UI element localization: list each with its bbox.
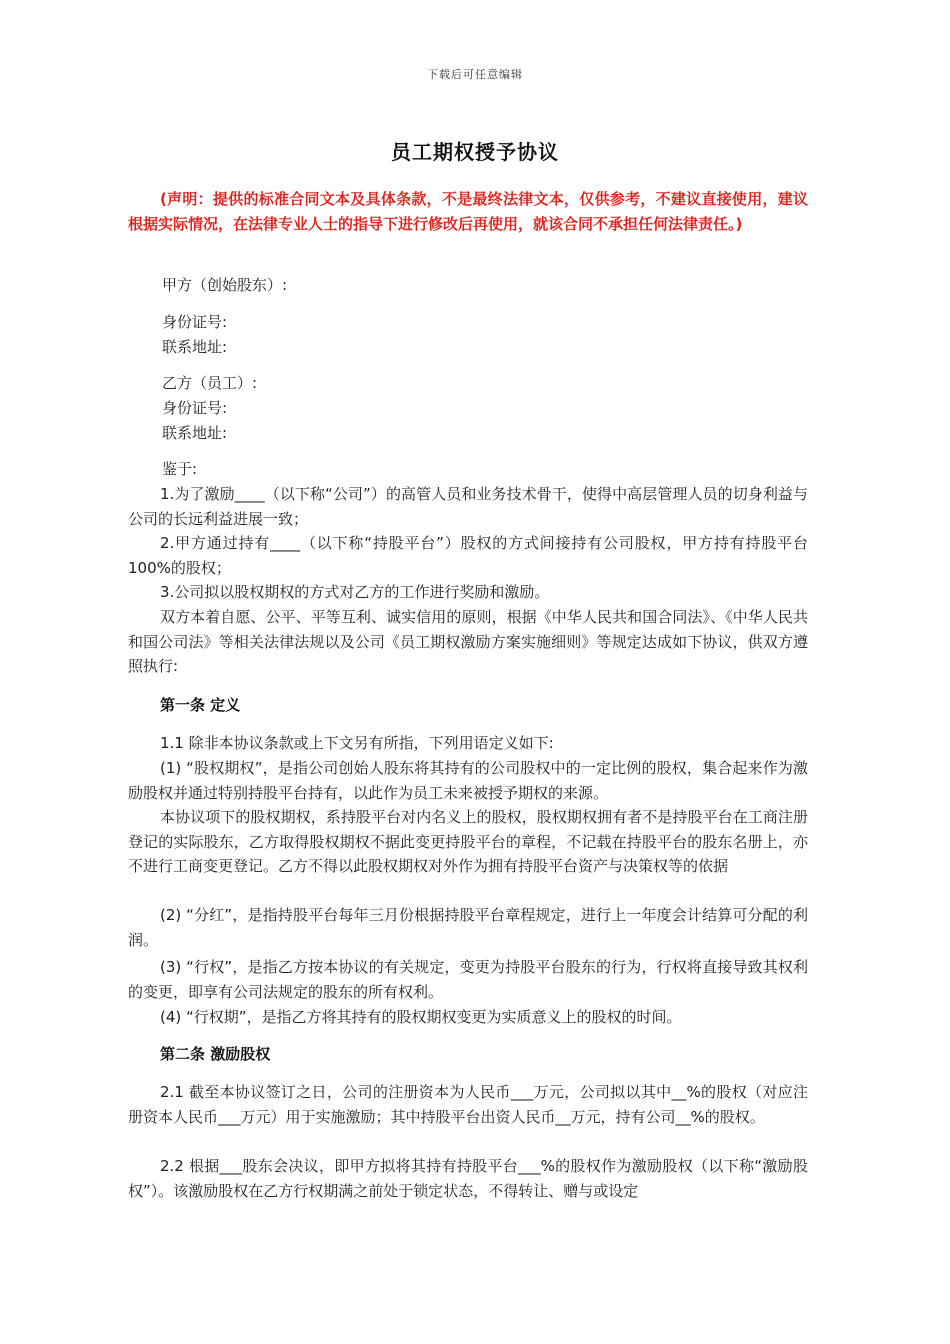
article-1-heading: 第一条 定义 (160, 696, 241, 714)
recitals-intro: 鉴于: (162, 460, 198, 478)
article-1-p1: 1.1 除非本协议条款或上下文另有所指，下列用语定义如下: (160, 734, 554, 752)
document-title: 员工期权授予协议 (391, 140, 559, 164)
recital-1: 1.为了激励____（以下称“公司”）的高管人员和业务技术骨干，使得中高层管理人员的切身利益与公司的长远利益进展一致； (128, 485, 808, 528)
party-a-id-label: 身份证号: (162, 313, 228, 331)
recital-4: 双方本着自愿、公平、平等互利、诚实信用的原则，根据《中华人民共和国合同法》、《中华人民共和国公司法》等相关法律法规以及公司《员工期权激励方案实施细则》等规定达成如下协议，供双方遵照执行: (128, 608, 808, 675)
recital-2: 2.甲方通过持有____（以下称“持股平台”）股权的方式间接持有公司股权，甲方持有持股平台 100%的股权； (128, 534, 808, 577)
party-a-label: 甲方（创始股东）: (162, 276, 288, 294)
header-note: 下载后可任意编辑 (427, 68, 523, 81)
party-b-id-label: 身份证号: (162, 399, 228, 417)
article-1-p6: (4) “行权期”，是指乙方将其持有的股权期权变更为实质意义上的股权的时间。 (160, 1008, 682, 1026)
party-b-address-label: 联系地址: (162, 424, 228, 442)
article-2-p2: 2.2 根据___股东会决议，即甲方拟将其持有持股平台___%的股权作为激励股权（以下称“激励股权”）。该激励股权在乙方行权期满之前处于锁定状态，不得转让、赠与或设定 (128, 1157, 808, 1200)
article-2-p1: 2.1 截至本协议签订之日，公司的注册资本为人民币___万元，公司拟以其中__%的股权（对应注册资本人民币___万元）用于实施激励；其中持股平台出资人民币__万元，持有公司__%的股权。 (128, 1083, 808, 1126)
article-1-p5: (3) “行权”，是指乙方按本协议的有关规定，变更为持股平台股东的行为，行权将直接导致其权利的变更，即享有公司法规定的股东的所有权利。 (128, 958, 808, 1001)
recital-3: 3.公司拟以股权期权的方式对乙方的工作进行奖励和激励。 (160, 583, 550, 601)
disclaimer: (声明：提供的标准合同文本及具体条款，不是最终法律文本，仅供参考，不建议直接使用，建议根据实际情况，在法律专业人士的指导下进行修改后再使用，就该合同不承担任何法律责任。) (128, 190, 808, 233)
article-2-heading: 第二条 激励股权 (160, 1045, 271, 1063)
article-1-p4: (2) “分红”，是指持股平台每年三月份根据持股平台章程规定，进行上一年度会计结算可分配的利润。 (128, 906, 808, 949)
article-1-p3: 本协议项下的股权期权，系持股平台对内名义上的股权，股权期权拥有者不是持股平台在工商注册登记的实际股东，乙方取得股权期权不据此变更持股平台的章程，不记载在持股平台的股东名册上，亦不进行工商变更登记。乙方不得以此股权期权对外作为拥有持股平台资产与决策权等的依据 (128, 808, 808, 875)
party-a-address-label: 联系地址: (162, 338, 228, 356)
article-1-p2: (1) “股权期权”，是指公司创始人股东将其持有的公司股权中的一定比例的股权，集合起来作为激励股权并通过特别持股平台持有，以此作为员工未来被授予期权的来源。 (128, 759, 808, 802)
party-b-label: 乙方（员工）: (162, 374, 258, 392)
